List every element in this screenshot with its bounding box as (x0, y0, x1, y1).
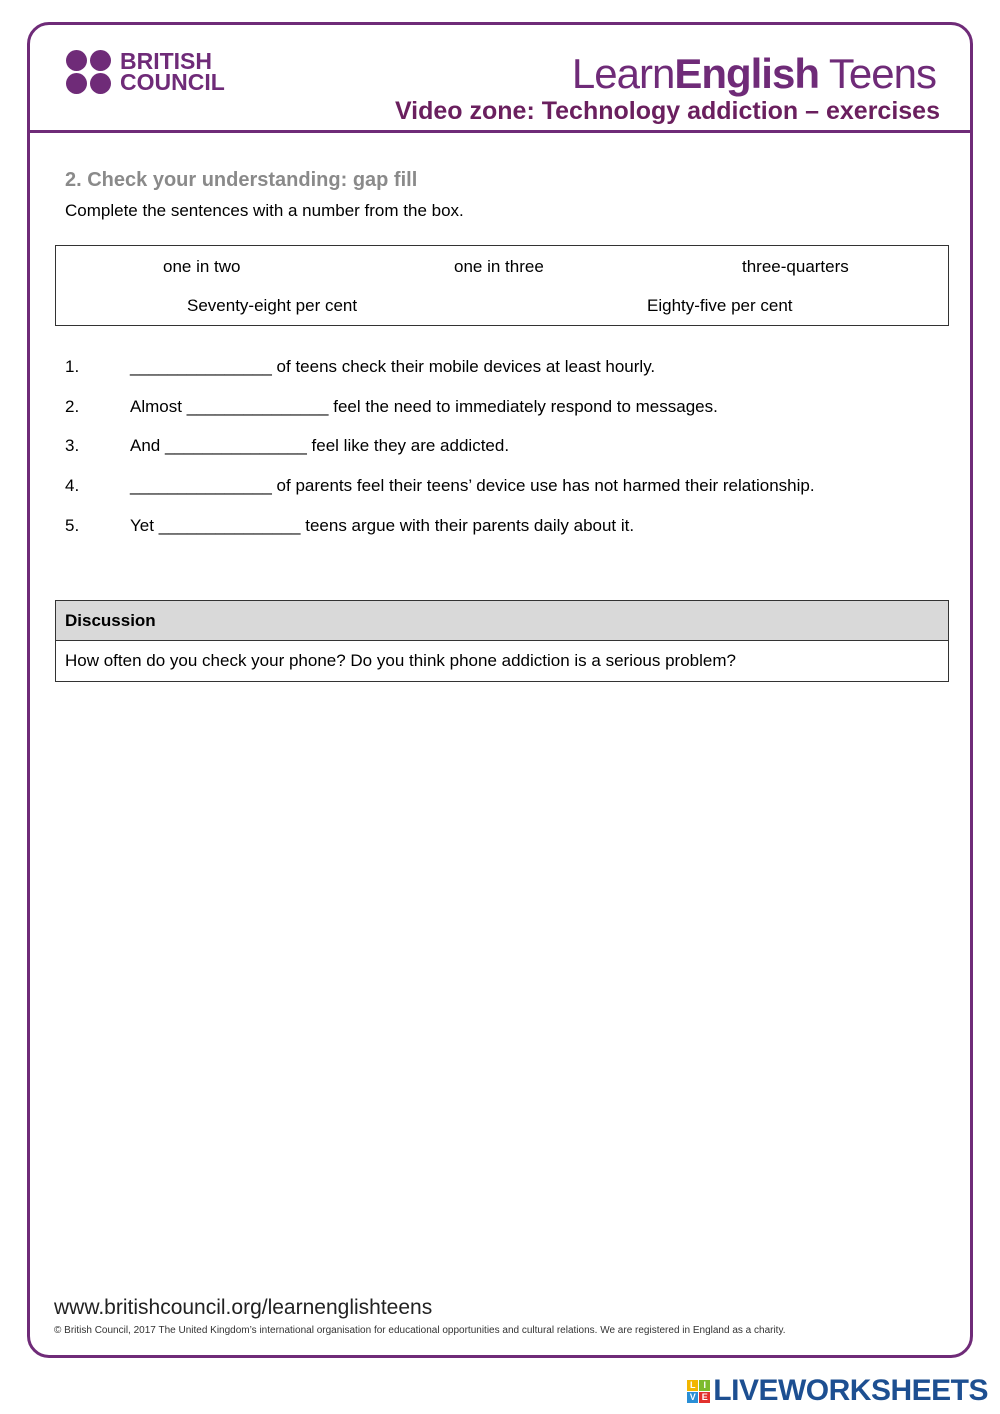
british-council-dots-icon (66, 50, 112, 94)
word-option: Eighty-five per cent (647, 296, 793, 315)
answer-gap-4[interactable]: _______________ (130, 476, 272, 495)
brand-line1: BRITISH (120, 48, 212, 74)
discussion-box (55, 600, 949, 682)
answer-gap-3[interactable]: _______________ (164, 436, 307, 455)
word-box (55, 245, 949, 326)
footer-url: www.britishcouncil.org/learnenglishteens (54, 1296, 433, 1319)
live-tiles-icon: L I V E (687, 1380, 710, 1403)
liveworksheets-logo (687, 1374, 988, 1408)
answer-gap-2[interactable]: _______________ (186, 397, 329, 416)
section-title: 2. Check your understanding: gap fill (65, 169, 418, 191)
answer-gap-5[interactable]: _______________ (158, 516, 301, 535)
page-subtitle: Video zone: Technology addiction – exercises (394, 97, 940, 125)
header-divider (27, 130, 973, 133)
discussion-heading: Discussion (56, 601, 948, 641)
footer-copyright: © British Council, 2017 The United Kingdom’s international organisation for educational opportunities and cultural relations. We are registered in England as a charity. (54, 1325, 786, 1336)
british-council-logo (66, 50, 225, 94)
answer-gap-1[interactable]: _______________ (130, 357, 272, 376)
word-option: one in two (163, 257, 241, 276)
instruction: Complete the sentences with a number from the box. (65, 201, 464, 220)
learnenglish-teens-logo: LearnEnglish Teens (571, 50, 936, 97)
discussion-text: How often do you check your phone? Do you think phone addiction is a serious problem? (65, 651, 736, 670)
word-option: Seventy-eight per cent (187, 296, 358, 315)
liveworksheets-text: LIVEWORKSHEETS (713, 1374, 988, 1407)
worksheet-page: BRITISH COUNCIL LearnEnglish Teens Video zone: Technology addiction – exercises 2. Check your understanding: gap fill Complete the sentences with a number from the box. one in two one in three three-quarters Seventy-eight per cent Eighty-five per cent 1. _______________ of teens check their mobile devices at least hourly. 2. Almost _______________ feel the need to immediately respond to messages. 3. And _______________ feel like they are addicted. 4. _______________ of parents feel their teens’ device use has not harmed their relationship. 5. Yet _______________ teens argue with their parents daily about it. Discussion How often do you check your phone? Do you think phone addiction is a serious problem? www.britishcouncil.org/learnenglishteens © British Council, 2017 The United Kingdom’s international organisation for educational opportunities and cultural relations. We are registered in England as a charity. L I V E LIVEWORKSHEETS (0, 0, 1000, 1414)
page-frame (27, 22, 973, 1358)
word-option: one in three (454, 257, 544, 276)
brand-line2: COUNCIL (120, 69, 225, 95)
word-option: three-quarters (742, 257, 849, 276)
